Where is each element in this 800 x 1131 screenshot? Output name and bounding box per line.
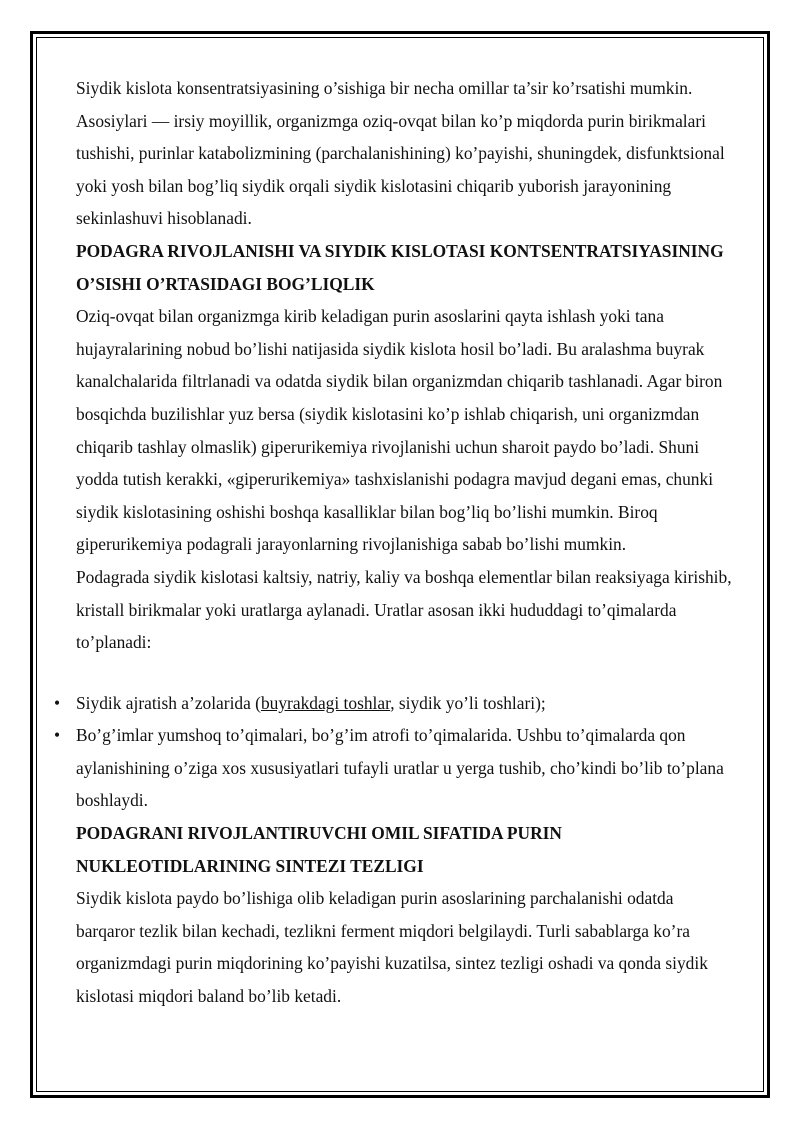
section-heading-podagra-link: PODAGRA RIVOJLANISHI VA SIYDIK KISLOTASI KONTSENTRATSIYASINING O’SISHI O’RTASIDAGI BOG’LIQLIK: [76, 240, 724, 294]
paragraph-uric-acid-formation: Oziq-ovqat bilan organizmga kirib keladigan purin asoslarini qayta ishlash yoki tana hujayralarining nobud bo’lishi natijasida siydik kislota hosil bo’ladi. Bu aralashma buyrak kanalchalarida filtrlanadi va odatda siydik bilan organizmdan chiqarib tashlanadi. Agar biron bosqichda buzilishlar yuz bersa (siydik kislotasini ko’p ishlab chiqarish, uni organizmdan chiqarib tashlay olmaslik) giperurikemiya rivojlanishi uchun sharoit paydo bo’ladi. Shuni yodda tutish kerakki, «giperurikemiya» tashxislanishi podagra mavjud degani emas, chunki siydik kislotasining oshishi boshqa kasalliklar bilan bog’liq bo’lishi mumkin. Biroq giperurikemiya podagrali jarayonlarning rivojlanishiga sabab bo’lishi mumkin.: [76, 306, 723, 555]
list-item-text-after: , siydik yo’li toshlari);: [390, 692, 546, 713]
paragraph-purin-synthesis: Siydik kislota paydo bo’lishiga olib keladigan purin asoslarining parchalanishi odatda barqaror tezlik bilan kechadi, tezlikni ferment miqdori belgilaydi. Turli sabablarga ko’ra organizmdagi purin miqdorining ko’payishi kuzatilsa, sintez tezligi oshadi va qonda siydik kislotasi miqdori baland bo’lib ketadi.: [76, 888, 708, 1007]
list-item: [53, 687, 732, 720]
bullet-icon: •: [53, 725, 61, 746]
list-item-text-before: Siydik ajratish a’zolarida (: [76, 692, 261, 713]
list-item-text: Bo’g’imlar yumshoq to’qimalari, bo’g’im atrofi to’qimalarida. Ushbu to’qimalarda qon aylanishining o’ziga xos xususiyatlari tufayli uratlar u yerga tushib, cho’kindi bo’lib to’plana boshlaydi.: [76, 725, 724, 811]
kidney-stones-link[interactable]: buyrakdagi toshlar: [260, 692, 391, 713]
list-item: [53, 719, 732, 817]
document-body: [53, 72, 732, 1013]
bullet-list: [53, 687, 732, 817]
bullet-icon: •: [53, 692, 61, 713]
paragraph-urate-deposition: Podagrada siydik kislotasi kaltsiy, natriy, kaliy va boshqa elementlar bilan reaksiyaga kirishib, kristall birikmalar yoki uratlarga aylanadi. Uratlar asosan ikki hududdagi to’qimalarda to’planadi:: [76, 566, 732, 653]
spacer: [76, 659, 732, 687]
paragraph-intro: Siydik kislota konsentratsiyasining o’sishiga bir necha omillar ta’sir ko’rsatishi mumkin. Asosiylari — irsiy moyillik, organizmga oziq-ovqat bilan ko’p miqdorda purin birikmalari tushishi, purinlar katabolizmining (parchalanishining) ko’payishi, shuningdek, disfunktsional yoki yosh bilan bog’liq siydik orqali siydik kislotasini chiqarib yuborish jarayonining sekinlashuvi hisoblanadi.: [76, 78, 725, 229]
section-heading-purin-synthesis: PODAGRANI RIVOJLANTIRUVCHI OMIL SIFATIDA PURIN NUKLEOTIDLARINING SINTEZI TEZLIGI: [76, 823, 562, 876]
